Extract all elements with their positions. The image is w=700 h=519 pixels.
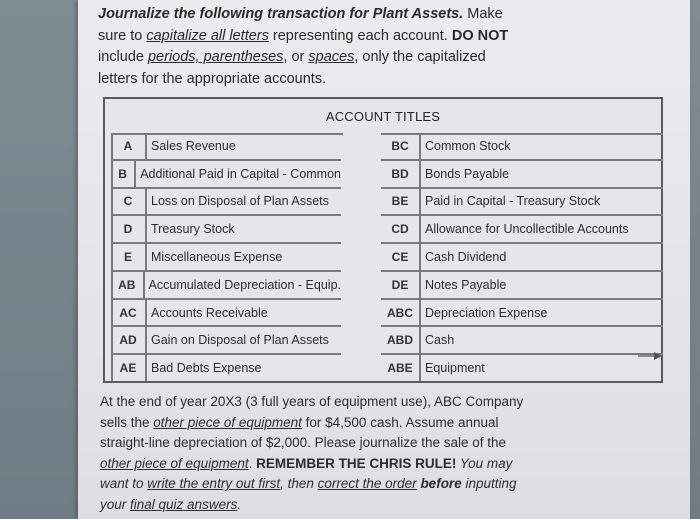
question-italic: inputting your	[100, 476, 517, 512]
account-row	[111, 355, 341, 381]
account-code: AD	[111, 327, 147, 353]
account-code: BD	[381, 161, 421, 187]
account-name: Accumulated Depreciation - Equip.	[148, 277, 341, 292]
instruction-text: , only the capitalized letters for the appropriate accounts.	[98, 49, 486, 87]
account-name: Accounts Receivable	[151, 305, 268, 320]
question-italic: .	[237, 496, 242, 512]
chris-rule-reminder: REMEMBER THE CHRIS RULE!	[256, 455, 457, 471]
account-code: A	[111, 133, 147, 159]
account-name: Depreciation Expense	[425, 305, 548, 320]
account-code: ABC	[381, 300, 421, 326]
question-underlined: correct the order	[317, 476, 417, 491]
account-row	[381, 189, 663, 217]
account-code: CD	[381, 216, 421, 242]
account-name: Cash Dividend	[425, 250, 507, 265]
instruction-text: Make sure to	[98, 6, 503, 44]
account-row	[111, 133, 341, 161]
instruction-text: include	[98, 49, 148, 65]
account-row	[381, 216, 663, 244]
left-account-column	[111, 133, 341, 381]
account-row	[111, 272, 341, 300]
question-line: for $4,500 cash. Assume annual straight-line depreciation of $2,000. Please journalize the sale of the	[100, 414, 507, 450]
account-code: DE	[381, 272, 421, 298]
account-code: AC	[111, 300, 147, 326]
account-code: BE	[381, 189, 421, 215]
account-code: AE	[111, 355, 147, 381]
account-name: Loss on Disposal of Plan Assets	[151, 194, 329, 209]
account-row	[381, 327, 663, 355]
account-row	[381, 300, 663, 328]
account-row	[111, 189, 341, 217]
account-name: Bonds Payable	[425, 166, 510, 181]
instruction-heading: Journalize the following transaction for Plant Assets.	[98, 6, 464, 22]
account-row	[111, 300, 341, 328]
account-code: BC	[381, 133, 421, 159]
mouse-cursor-icon	[638, 351, 664, 361]
instruction-bold: DO NOT	[451, 27, 509, 44]
account-row	[381, 161, 663, 189]
account-name: Additional Paid in Capital - Common	[140, 166, 341, 181]
account-name: Gain on Disposal of Plan Assets	[151, 333, 329, 348]
account-code: CE	[381, 244, 421, 270]
account-code: ABD	[381, 327, 421, 353]
account-row	[381, 133, 663, 161]
table-title: ACCOUNT TITLES	[325, 108, 441, 124]
account-code: ABE	[381, 355, 421, 381]
question-underlined: final quiz answers	[130, 496, 238, 512]
account-name: Common Stock	[425, 138, 511, 153]
account-row	[111, 161, 341, 189]
question-italic: , then	[280, 476, 318, 491]
worksheet-page	[78, 0, 690, 519]
account-name: Bad Debts Expense	[151, 361, 262, 376]
account-name: Treasury Stock	[151, 222, 235, 237]
account-code: D	[111, 216, 147, 242]
instructions	[98, 4, 528, 90]
instruction-underlined: periods, parentheses	[147, 49, 284, 65]
account-row	[111, 216, 341, 244]
account-titles-table	[103, 97, 663, 383]
account-row	[381, 244, 663, 272]
account-name: Equipment	[425, 361, 485, 376]
account-name: Sales Revenue	[151, 138, 236, 153]
question-line: At the end of year 20X3 (3 full years of equipment use), ABC Company sells the	[100, 394, 524, 430]
account-code: B	[111, 161, 136, 187]
question-bold: before	[420, 476, 462, 491]
account-row	[381, 355, 663, 381]
question-underlined: write the entry out first	[147, 476, 281, 491]
question-underlined: other piece of equipment	[153, 414, 302, 430]
account-code: E	[111, 244, 147, 270]
account-name: Allowance for Uncollectible Accounts	[425, 222, 629, 237]
account-row	[111, 244, 341, 272]
instruction-underlined: spaces	[308, 49, 355, 65]
instruction-text: , or	[283, 49, 309, 65]
account-name: Cash	[425, 333, 455, 348]
instruction-text: representing each account.	[268, 27, 452, 44]
account-row	[381, 272, 663, 300]
account-name: Paid in Capital - Treasury Stock	[425, 194, 601, 209]
right-account-column	[381, 133, 663, 381]
question-underlined: other piece of equipment	[100, 455, 249, 471]
account-code: C	[111, 189, 147, 215]
question-line: .	[248, 455, 257, 471]
account-code: AB	[111, 272, 145, 298]
question-text	[100, 392, 530, 515]
account-name: Miscellaneous Expense	[151, 250, 283, 265]
instruction-underlined: capitalize all letters	[146, 27, 269, 44]
account-row	[111, 327, 341, 355]
question-italic: You may want to	[100, 455, 513, 491]
account-name: Notes Payable	[425, 277, 507, 292]
